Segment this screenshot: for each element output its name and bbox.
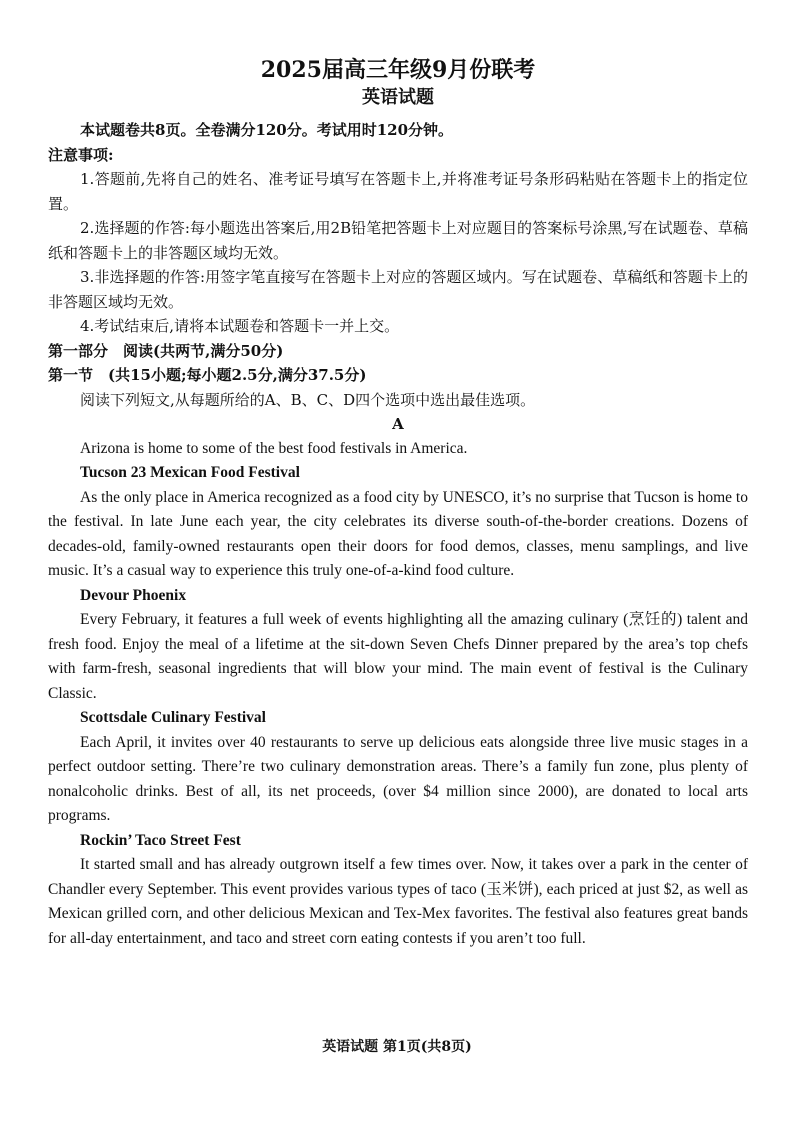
page-footer: 英语试题 第1页(共8页)	[322, 1039, 472, 1055]
festival-text: Each April, it invites over 40 restaurants to serve up delicious eats alongside three live music stages in a perfect outdoor setting. There’re two culinary demonstration areas. There’s a family fun zone, plus plenty of nonalcoholic drinks. Best of all, its net proceeds, (over $4 million since 2000), are donated to local arts programs.	[48, 733, 748, 824]
passage-label: A	[392, 415, 404, 433]
section-instruction: 阅读下列短文,从每题所给的A、B、C、D四个选项中选出最佳选项。	[80, 390, 536, 409]
festival-heading: Rockin’ Taco Street Fest	[80, 831, 241, 849]
passage-body	[48, 437, 748, 952]
notice-item: 3.非选择题的作答:用签字笔直接写在答题卡上对应的答题区域内。写在试题卷、草稿纸和答题卡上的非答题区域均无效。	[48, 268, 748, 311]
festival-text: It started small and has already outgrown itself a few times over. Now, it takes over a park in the center of Chandler every September. This event provides various types of taco (玉米饼), each priced at just $2, as well as Mexican grilled corn, and other delicious Mexican and Tex-Mex favorites. The festival also features great bands for all-day entertainment, and taco and street corn eating contests if you aren’t too full.	[48, 856, 748, 947]
notice-item: 2.选择题的作答:每小题选出答案后,用2B铅笔把答题卡上对应题目的答案标号涂黑,写在试题卷、草稿纸和答题卡上的非答题区域均无效。	[48, 219, 748, 262]
passage-intro: Arizona is home to some of the best food festivals in America.	[80, 439, 468, 457]
festival-text: As the only place in America recognized as a food city by UNESCO, it’s no surprise that Tucson is home to the festival. In late June each year, the city celebrates its diverse south-of-the-border creations. Dozens of decades-old, family-owned restaurants open their doors for food demos, classes, menu samplings, and live music. It’s a casual way to experience this truly one-of-a-kind food culture.	[48, 488, 748, 579]
part-heading: 第一部分 阅读(共两节,满分50分)	[48, 341, 284, 360]
notice-item: 4.考试结束后,请将本试题卷和答题卡一并上交。	[80, 317, 400, 335]
notice-label: 注意事项:	[48, 145, 114, 164]
exam-title: 2025届高三年级9月份联考	[260, 57, 536, 83]
festival-text: Every February, it features a full week of events highlighting all the amazing culinary (烹饪的) talent and fresh food. Enjoy the meal of a lifetime at the sit-down Seven Chefs Dinner prepared by the area’s top chefs with farm-fresh, seasonal ingredients that will blow your mind. The main event of festival is the Culinary Classic.	[48, 611, 748, 702]
notice-item: 1.答题前,先将自己的姓名、准考证号填写在答题卡上,并将准考证号条形码粘贴在答题卡上的指定位置。	[48, 170, 748, 213]
festival-heading: Devour Phoenix	[80, 586, 187, 604]
exam-subtitle: 英语试题	[362, 87, 434, 108]
section-heading: 第一节 (共15小题;每小题2.5分,满分37.5分)	[48, 366, 367, 384]
festival-heading: Tucson 23 Mexican Food Festival	[80, 464, 300, 481]
exam-intro: 本试题卷共8页。全卷满分120分。考试用时120分钟。	[80, 121, 454, 139]
festival-heading: Scottsdale Culinary Festival	[80, 709, 266, 726]
